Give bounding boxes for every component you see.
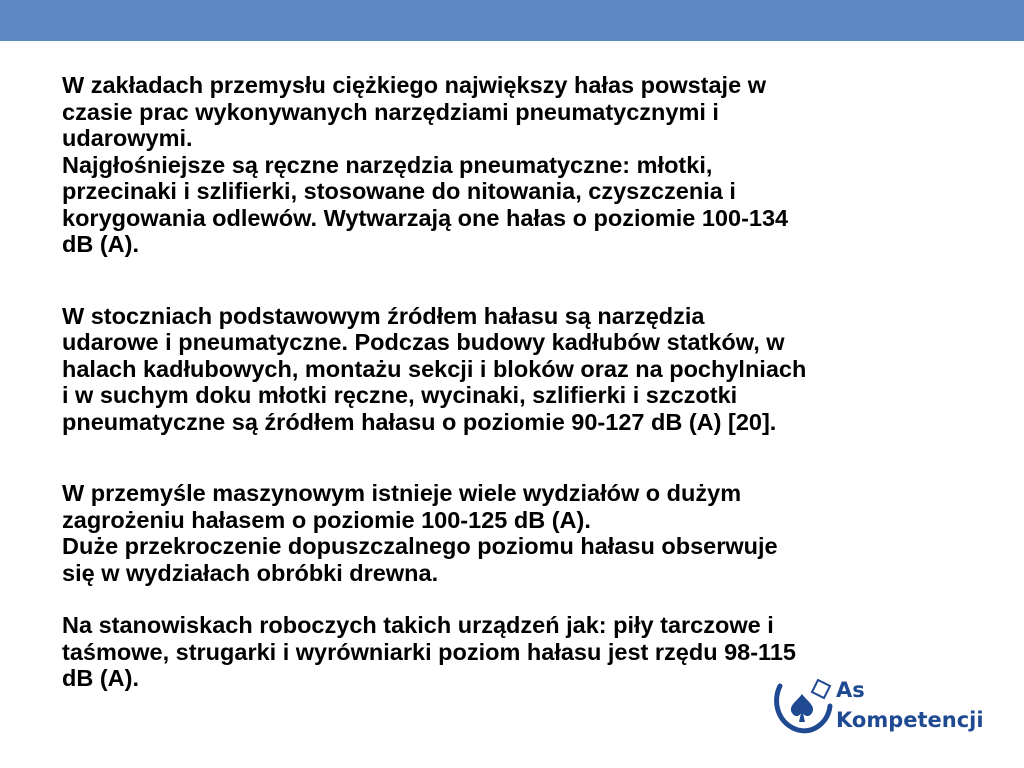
logo-text-as: As (836, 678, 865, 702)
top-banner (0, 0, 1024, 41)
paragraph-heavy-industry: W zakładach przemysłu ciężkiego największy hałas powstaje w czasie prac wykonywanych narzędziami pneumatycznymi i udarowymi. Najgłośniejsze są ręczne narzędzia pneumatyczne: młotki, przecinaki i szlifierki, stosowane do nitowania, czyszczenia i korygowania odlewów. Wytwarzają one hałas o poziomie 100-134 dB (A). (62, 72, 789, 257)
logo-text-kompetencji: Kompetencji (836, 708, 984, 732)
spade-card-icon (770, 672, 834, 736)
paragraph-machinery-industry: W przemyśle maszynowym istnieje wiele wydziałów o dużym zagrożeniu hałasem o poziomie 100-125 dB (A). Duże przekroczenie dopuszczalnego poziomu hałasu obserwuje się w wydziałach obróbki drewna. (62, 480, 778, 586)
spacer (62, 586, 972, 612)
spacer (62, 435, 972, 480)
paragraph-workstations: Na stanowiskach roboczych takich urządzeń jak: piły tarczowe i taśmowe, strugarki i wyrówniarki poziom hałasu jest rzędu 98-115 dB (A). (62, 612, 796, 691)
spacer (62, 258, 972, 303)
paragraph-shipyards: W stoczniach podstawowym źródłem hałasu są narzędzia udarowe i pneumatyczne. Podczas budowy kadłubów statków, w halach kadłubowych, montażu sekcji i bloków oraz na pochylniach i w suchym doku młotki ręczne, wycinaki, szlifierki i szczotki pneumatyczne są źródłem hałasu o poziomie 90-127 dB (A) [20]. (62, 302, 807, 435)
as-kompetencji-logo (770, 668, 1000, 748)
slide-body (62, 72, 972, 692)
